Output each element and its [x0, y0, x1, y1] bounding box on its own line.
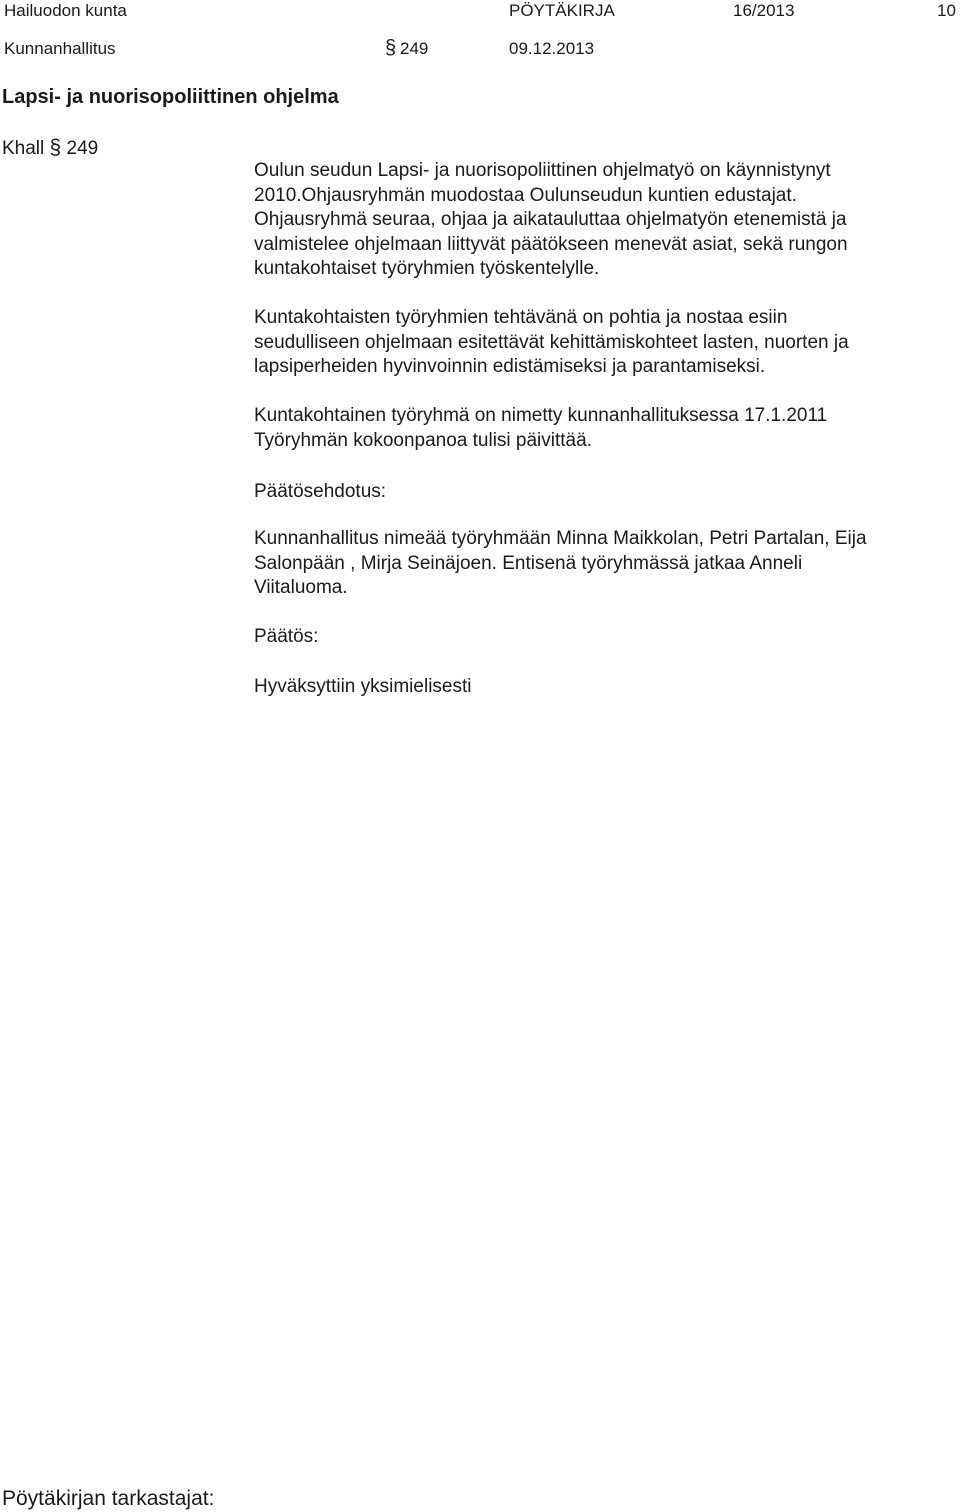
proposal-heading: Päätösehdotus:: [254, 481, 387, 502]
paragraph-line: Kuntakohtaisten työryhmien tehtävänä on pohtia ja nostaa esiin: [254, 307, 788, 328]
proposal-line: Kunnanhallitus nimeää työryhmään Minna Maikkolan, Petri Partalan, Eija: [254, 528, 867, 549]
paragraph-task: [254, 306, 944, 380]
paragraph-background: [254, 159, 944, 282]
decision-text: Hyväksyttiin yksimielisesti: [254, 676, 472, 697]
paragraph-line: lapsiperheiden hyvinvoinnin edistämiseksi ja parantamiseksi.: [254, 356, 766, 377]
section-symbol: §: [385, 37, 397, 59]
proposal-text: [254, 527, 944, 601]
paragraph-line: 2010.Ohjausryhmän muodostaa Oulunseudun kuntien edustajat.: [254, 184, 797, 206]
page-number: 10: [937, 1, 956, 20]
section-number: 249: [400, 39, 429, 58]
decision-heading: Päätös:: [254, 626, 319, 647]
paragraph-appointment: [254, 404, 944, 453]
document-number: 16/2013: [733, 1, 795, 20]
governing-body: Kunnanhallitus: [4, 39, 116, 58]
paragraph-line: Työryhmän kokoonpanoa tulisi päivittää.: [254, 429, 592, 451]
paragraph-line: Oulun seudun Lapsi- ja nuorisopoliittinen ohjelmatyö on käynnistynyt: [254, 160, 831, 181]
paragraph-line: Kuntakohtainen työryhmä on nimetty kunnanhallituksessa 17.1.2011: [254, 405, 828, 426]
proposal-line: Salonpään , Mirja Seinäjoen. Entisenä työryhmässä jatkaa Anneli: [254, 552, 803, 574]
page-title: Lapsi- ja nuorisopoliittinen ohjelma: [2, 86, 339, 108]
footer-reviewers-label: Pöytäkirjan tarkastajat:: [2, 1487, 215, 1510]
proposal-line: Viitaluoma.: [254, 577, 348, 598]
reference-number: 249: [66, 138, 99, 159]
municipality-name: Hailuodon kunta: [4, 1, 127, 20]
reference-section-symbol: §: [49, 136, 62, 159]
meeting-date: 09.12.2013: [509, 39, 595, 58]
section-reference: [2, 137, 98, 158]
paragraph-line: seudulliseen ohjelmaan esitettävät kehittämiskohteet lasten, nuorten ja: [254, 331, 849, 353]
reference-body: Khall: [2, 138, 45, 159]
paragraph-line: kuntakohtaiset työryhmien työskentelylle.: [254, 258, 600, 279]
document-type: PÖYTÄKIRJA: [509, 1, 615, 20]
paragraph-line: Ohjausryhmä seuraa, ohjaa ja aikatauluttaa ohjelmatyön etenemistä ja: [254, 209, 847, 230]
paragraph-line: valmistelee ohjelmaan liittyvät päätökseen menevät asiat, sekä rungon: [254, 233, 848, 255]
